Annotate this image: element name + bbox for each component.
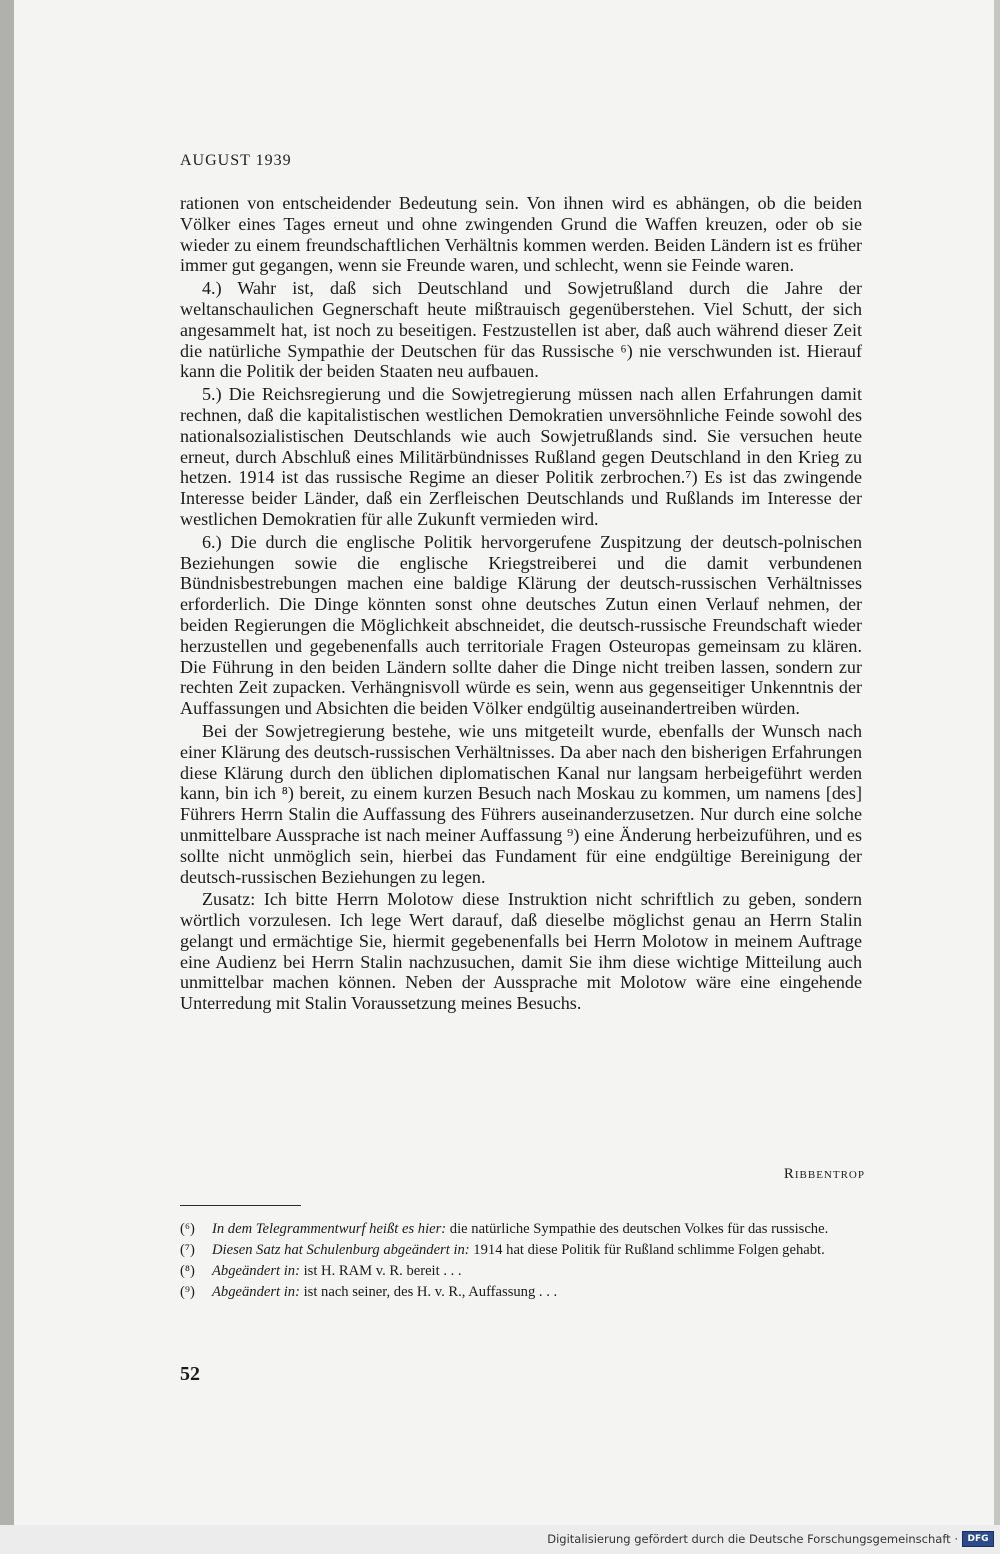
footnote-text	[212, 1262, 862, 1280]
credit-bar	[0, 1525, 1000, 1554]
credit-text: Digitalisierung gefördert durch die Deutsche Forschungsgemeinschaft ·	[547, 1532, 958, 1546]
footnote-text	[212, 1283, 862, 1301]
footnote	[180, 1241, 862, 1259]
footnote-mark: (⁶)	[180, 1221, 195, 1237]
paragraph: rationen von entscheidender Bedeutung sein. Von ihnen wird es abhängen, ob die beiden Völker eines Tages erneut und ohne zwingenden Grund die Waffen kreuzen, oder ob sie wieder zu einem freundschaftlichen Verhältnis kommen werden. Beiden Ländern ist es früher immer gut gegangen, wenn sie Freunde waren, und schlecht, wenn sie Feinde waren.	[180, 193, 862, 276]
footnote	[180, 1262, 862, 1280]
footnote-italic: Abgeändert in:	[212, 1263, 300, 1279]
footnote-text	[212, 1241, 862, 1259]
signature: Ribbentrop	[783, 1166, 865, 1182]
scan-edge-right	[994, 0, 1000, 1525]
footnote-italic: Abgeändert in:	[212, 1284, 300, 1300]
footnote-italic: In dem Telegrammentwurf heißt es hier:	[212, 1221, 447, 1237]
footnote-italic: Diesen Satz hat Schulenburg abgeändert in:	[212, 1242, 470, 1258]
page-number: 52	[180, 1363, 200, 1385]
footnotes	[180, 1220, 862, 1304]
paragraph: 4.) Wahr ist, daß sich Deutschland und Sowjetrußland durch die Jahre der weltanschaulichen Gegnerschaft heute mißtrauisch gegenüberstehen. Viel Schutt, der sich angesammelt hat, ist noch zu beseitigen. Festzustellen ist aber, daß auch während dieser Zeit die natürliche Sympathie der Deutschen für das Russische ⁶) nie verschwunden ist. Hierauf kann die Politik der beiden Staaten neu aufbauen.	[180, 278, 862, 382]
footnote	[180, 1220, 862, 1238]
footnote-mark: (⁹)	[180, 1284, 195, 1300]
footnote-body: 1914 hat diese Politik für Rußland schlimme Folgen gehabt.	[469, 1242, 825, 1258]
paragraph: 6.) Die durch die englische Politik hervorgerufene Zuspitzung der deutsch-polnischen Beziehungen sowie die englische Kriegstreiberei und die damit verbundenen Bündnisbestrebungen machen eine baldige Klärung der deutsch-russischen Verhältnisses erforderlich. Die Dinge könnten sonst ohne deutsches Zutun einen Verlauf nehmen, der beiden Regierungen die Möglichkeit abschneidet, die deutsch-russische Freundschaft wieder herzustellen und gegebenenfalls auch territoriale Fragen Osteuropas gemeinsam zu klären. Die Führung in den beiden Ländern sollte daher die Dinge nicht treiben lassen, sondern zur rechten Zeit zupacken. Verhängnisvoll würde es sein, wenn aus gegenseitiger Unkenntnis der Auffassungen und Absichten die beiden Völker endgültig auseinandertreiben würden.	[180, 531, 862, 719]
footnote-mark: (⁷)	[180, 1242, 195, 1258]
footnote-divider	[180, 1205, 301, 1206]
footnote-body: ist nach seiner, des H. v. R., Auffassung . . .	[299, 1284, 558, 1300]
paragraph: 5.) Die Reichsregierung und die Sowjetregierung müssen nach allen Erfahrungen damit rechnen, daß die kapitalistischen westlichen Demokratien unversöhnliche Feinde sowohl des nationalsozialistischen Deutschlands wie auch Sowjetrußlands sind. Sie versuchen heute erneut, durch Abschluß eines Militärbündnisses Rußland gegen Deutschland in den Krieg zu hetzen. 1914 ist das russische Regime an dieser Politik zerbrochen.⁷) Es ist das zwingende Interesse beider Länder, daß ein Zerfleischen Deutschlands und Rußlands im Interesse der westlichen Demokratien für alle Zukunft vermieden wird.	[180, 384, 862, 529]
footnote-text	[212, 1220, 862, 1238]
scan-edge-left	[0, 0, 14, 1525]
paragraph: Zusatz: Ich bitte Herrn Molotow diese Instruktion nicht schriftlich zu geben, sondern wörtlich vorzulesen. Ich lege Wert darauf, daß dieselbe möglichst genau an Herrn Stalin gelangt und ermächtige Sie, hiermit gegebenenfalls bei Herrn Molotow in meinem Auftrage eine Audienz bei Herrn Stalin nachzusuchen, damit Sie ihm diese wichtige Mitteilung auch unmittelbar machen können. Neben der Aussprache mit Molotow wäre eine eingehende Unterredung mit Stalin Voraussetzung meines Besuchs.	[180, 889, 862, 1014]
paragraph: Bei der Sowjetregierung bestehe, wie uns mitgeteilt wurde, ebenfalls der Wunsch nach einer Klärung des deutsch-russischen Verhältnisses. Da aber nach den bisherigen Erfahrungen diese Klärung durch den üblichen diplomatischen Kanal nur langsam herbeigeführt werden kann, bin ich ⁸) bereit, zu einem kurzen Besuch nach Moskau zu kommen, um namens [des] Führers Herrn Stalin die Auffassung des Führers auseinanderzusetzen. Nur durch eine solche unmittelbare Aussprache ist nach meiner Auffassung ⁹) eine Änderung herbeizuführen, und es sollte nicht unmöglich sein, hierbei das Fundament für eine endgültige Bereinigung der deutsch-russischen Beziehungen zu legen.	[180, 720, 862, 887]
footnote	[180, 1283, 862, 1301]
footnote-body: die natürliche Sympathie des deutschen Volkes für das russische.	[446, 1221, 829, 1237]
footnote-body: ist H. RAM v. R. bereit . . .	[299, 1263, 462, 1279]
running-head: AUGUST 1939	[180, 152, 292, 169]
dfg-logo-icon[interactable]: DFG	[962, 1531, 994, 1547]
footnote-mark: (⁸)	[180, 1263, 195, 1279]
body-text	[180, 193, 862, 1014]
